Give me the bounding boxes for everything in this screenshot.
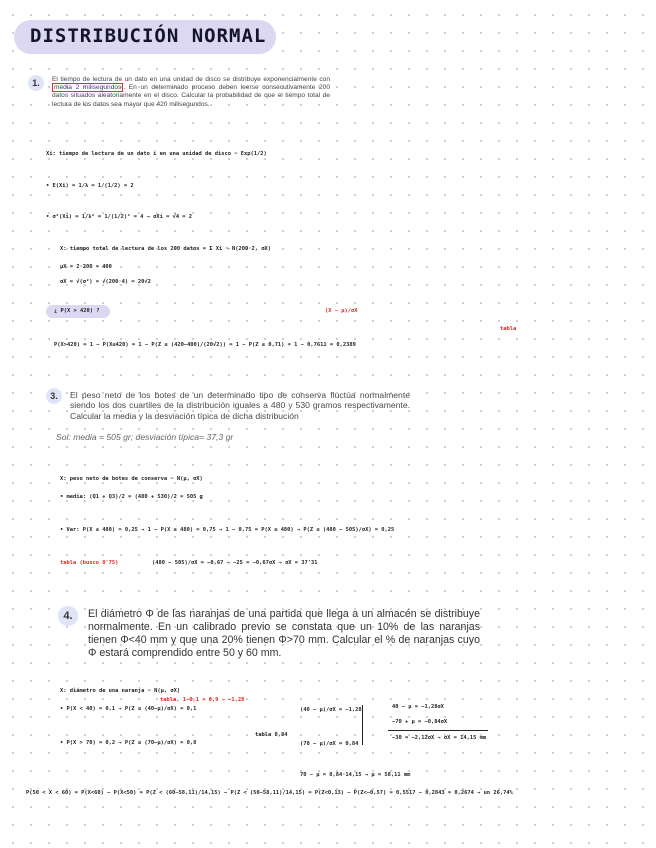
q4-s3: −30 = −2,12σX → σX = 14,15 mm bbox=[392, 735, 487, 741]
question-3-statement: El peso neto de los botes de un determinado tipo de conserva fluctúa normalmente siendo los dos cuartiles de la distribución iguales a 480 y 530 gramos respectivamente. Calcular la media y la desviación típica de dicha distribución bbox=[70, 390, 410, 421]
question-number-3: 3. bbox=[46, 388, 62, 404]
q4-e1: (40 − μ)/σX = −1,28 bbox=[300, 707, 362, 713]
q1-def-sum: X: tiempo total de lectura de los 200 datos = Σ Xi ~ N(200·2, σX) bbox=[60, 246, 271, 252]
q4-p2: • P(X > 70) = 0,2 → P(Z ≤ (70−μ)/σX) = 0,8 bbox=[60, 740, 197, 746]
q1-text-after: . En un determinado proceso deben leerse consecutivamente 200 datos situados aleatoriamente en el disco. Calcular la probabilidad de que el tiempo total de lectura de los datos sea mayor que 420 milisegundos. bbox=[52, 84, 330, 108]
q1-def-x: Xi: tiempo de lectura de un dato i en una unidad de disco ~ Exp(1/2) bbox=[46, 151, 267, 157]
q3-var: • Var: P(X ≤ 480) = 0,25 → 1 − P(X ≥ 480) = 0,75 → 1 − 0,75 = P(X ≤ 480) → P(Z ≤ (480 − 505)/σX) = 0,25 bbox=[60, 527, 395, 533]
q1-text-before: El tiempo de lectura de un dato en una unidad de disco se distribuye exponencialmente con bbox=[52, 76, 330, 83]
question-number-1: 1. bbox=[28, 75, 44, 91]
q4-p1-note: tabla, 1−0,1 = 0,9 → −1,28 bbox=[160, 697, 245, 703]
q4-def-x: X: diámetro de una naranja ~ N(μ, σX) bbox=[60, 688, 181, 694]
question-number-4: 4. bbox=[58, 606, 78, 626]
q4-s1: 40 − μ = −1,28σX bbox=[392, 704, 444, 710]
q1-z-note: (X − μ)/σX bbox=[325, 308, 358, 314]
q4-e2: (70 − μ)/σX = 0,84 bbox=[300, 741, 359, 747]
q1-highlight: media 2 milisegundos bbox=[54, 84, 122, 92]
q1-var: • σ²(Xi) = 1/λ² = 1/(1/2)² = 4 → σXi = √4 = 2 bbox=[46, 214, 193, 220]
q3-media: • media: (Q1 + Q3)/2 = (480 + 530)/2 = 505 g bbox=[60, 494, 203, 500]
q4-p2-note: tabla 0,84 bbox=[255, 732, 288, 738]
q4-mu: 70 − μ = 0,84·14,15 → μ = 58,11 mm bbox=[300, 772, 411, 778]
q1-sum-sd: σX = √(σ²) = √(200·4) = 20√2 bbox=[60, 279, 151, 285]
question-4-statement: El diámetro Φ de las naranjas de una partida que llega a un almacén se distribuye normalmente. En un calibrado previo se constata que un 10% de las naranjas tienen Φ<40 mm y que una 20% tienen Φ>70 mm. Calcular el % de naranjas cuyo Φ estará comprendido entre 50 y 60 mm. bbox=[88, 608, 480, 659]
q4-final: P(50 < X < 60) = P(X<60) − P(X<50) = P(Z < (60−58,11)/14,15) − P(Z < (50−58,11)/14,15) = P(Z<0,13) − P(Z<−0,57) = 0,5517 − 0,2843 = 0,2674 → un 26,74% bbox=[26, 790, 513, 796]
q3-eq: (480 − 505)/σX = −0,67 → −25 = −0,67σX → σX = 37'31 bbox=[152, 560, 318, 566]
q4-s2: −70 + μ = −0,84σX bbox=[392, 719, 448, 725]
q1-mean: • E(Xi) = 1/λ = 1/(1/2) = 2 bbox=[46, 183, 134, 189]
page-title: DISTRIBUCIÓN NORMAL bbox=[30, 25, 267, 47]
question-1-statement bbox=[52, 76, 330, 109]
q4-sum-line bbox=[388, 730, 488, 731]
q4-p1: • P(X < 40) = 0,1 → P(Z ≤ (40−μ)/σX) = 0,1 bbox=[60, 706, 197, 712]
q3-solution: Sol: media = 505 gr; desviación típica= 37,3 gr bbox=[56, 432, 234, 442]
q3-def-x: X: peso neto de botes de conserva ~ N(μ, σX) bbox=[60, 476, 203, 482]
q3-tabla-label: tabla (busco 0'75) bbox=[60, 560, 119, 566]
q1-sum-mean: μX = 2·200 = 400 bbox=[60, 264, 112, 270]
q1-result: P(X>420) = 1 − P(X≤420) = 1 − P(Z ≤ (420−400)/(20√2)) = 1 − P(Z ≤ 0,71) = 1 − 0,7611 = 0,2389 bbox=[54, 342, 356, 348]
q4-system-brace bbox=[362, 705, 363, 745]
q1-question: ¿ P(X > 420) ? bbox=[54, 308, 100, 314]
q1-table-note: tabla bbox=[500, 326, 517, 332]
